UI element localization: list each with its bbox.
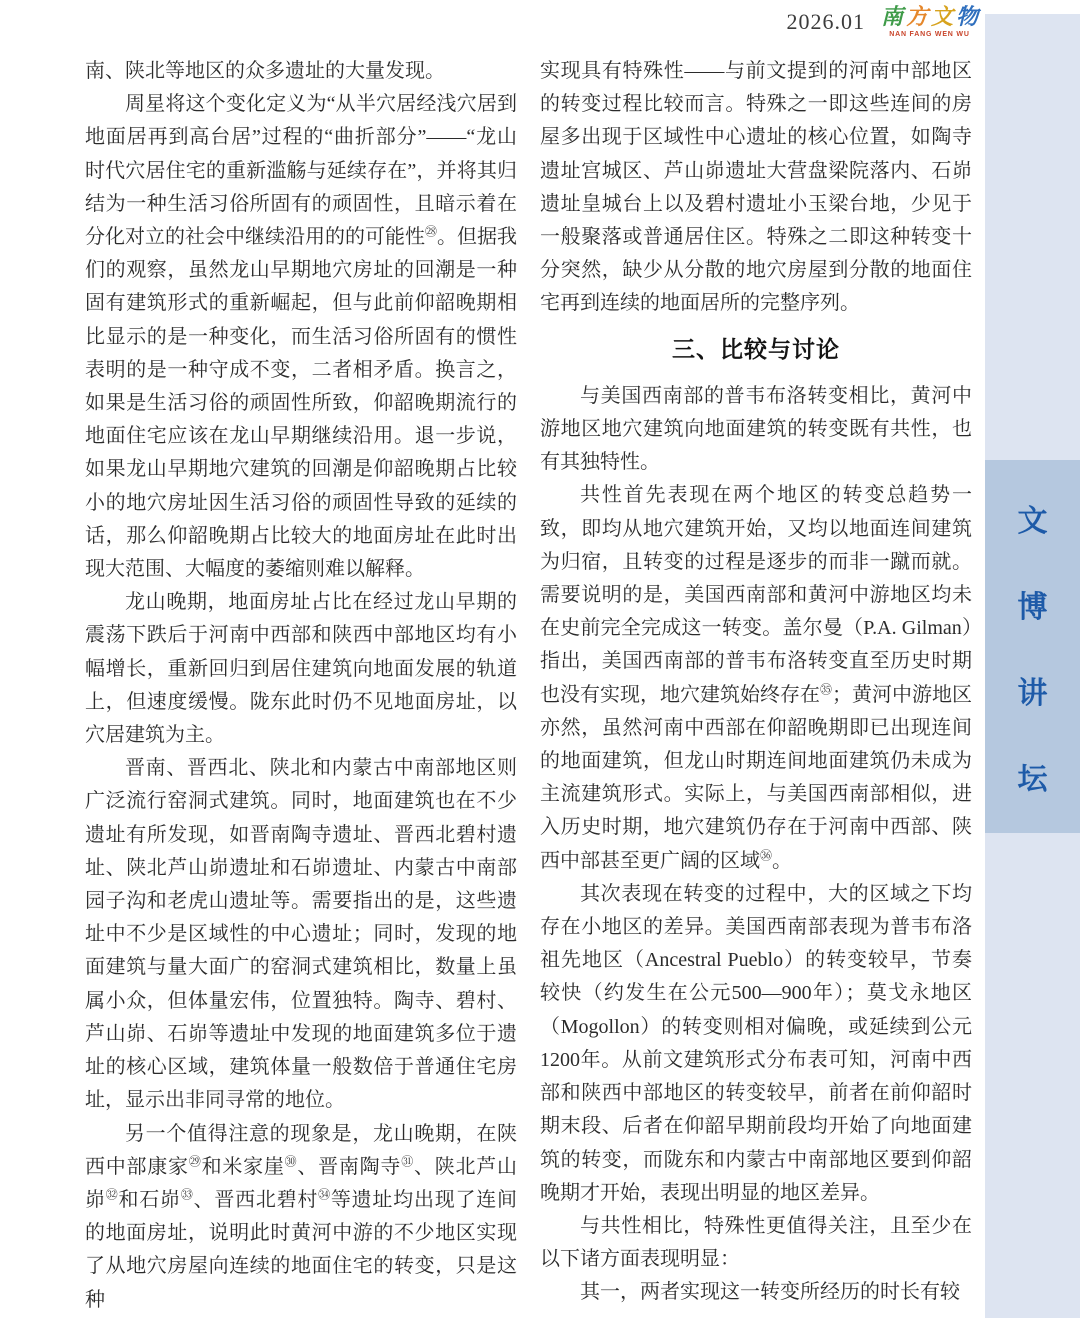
paragraph: 周星将这个变化定义为“从半穴居经浅穴居到地面居再到高台居”过程的“曲折部分”——“龙山时代穴居住宅的重新滥觞与延续存在”，并将其归结为一种生活习俗所固有的顽固性，且暗示着在分化对立的社会中继续沿用的的可能性$^㉘$。但据我们的观察，虽然龙山早期地穴房址的回潮是一种固有建筑形式的重新崛起，但与此前仰韶晚期相比显示的是一种变化，而生活习俗所固有的惯性表明的是一种守成不变，二者相矛盾。换言之，如果是生活习俗的顽固性所致，仰韶晚期流行的地面住宅应该在龙山早期继续沿用。退一步说，如果龙山早期地穴建筑的回潮是仰韶晚期占比较小的地穴房址因生活习俗的顽固性导致的延续的话，那么仰韶晚期占比较大的地面房址在此时出现大范围、大幅度的萎缩则难以解释。: [85, 93, 518, 581]
reference-superscript: ㉘: [425, 224, 438, 239]
logo-character: 南: [880, 4, 903, 29]
journal-logo: [881, 6, 978, 38]
paragraph: 龙山晚期，地面房址占比在经过龙山早期的震荡下跌后于河南中西部和陕西中部地区均有小幅增长，重新回归到居住建筑向地面发展的轨道上，但速度缓慢。陇东此时仍不见地面房址，以穴居建筑为主。: [85, 591, 517, 747]
paragraph: 共性首先表现在两个地区的转变总趋势一致，即均从地穴建筑开始，又均以地面连间建筑为归宿，且转变的过程是逐步的而非一蹴而就。需要说明的是，美国西南部和黄河中游地区均未在史前完全完成这一转变。盖尔曼（P.A. Gilman）指出，美国西南部的普韦布洛转变直至历史时期也没有实现，地穴建筑始终存在$^㉟$；黄河中游地区亦然，虽然河南中西部在仰韶晚期即已出现连间的地面建筑，但龙山时期连间地面建筑仍未成为主流建筑形式。实际上，与美国西南部相似，进入历史时期，地穴建筑仍存在于河南中西部、陕西中部甚至更广阔的区域$^㊱$。: [540, 484, 973, 872]
left-text-column: [85, 55, 517, 1317]
sidebar-label-char: 坛: [1017, 762, 1048, 796]
paragraph: 其一，两者实现这一转变所经历的时长有较: [580, 1281, 960, 1304]
issue-date: 2026.01: [786, 9, 865, 34]
paragraph: 另一个值得注意的现象是，龙山晚期，在陕西中部康家$^㉙$和米家崖$^㉚$、晋南陶寺$^㉛$、陕北芦山峁$^㉜$和石峁$^㉝$、晋西北碧村$^㉞$等遗址均出现了连间的地面房址，说明此时黄河中游的不少地区实现了从地穴房屋向连续的地面住宅的转变，只是这种: [85, 1122, 518, 1311]
logo-character: 文: [930, 4, 953, 29]
paragraph: 与共性相比，特殊性更值得关注，且至少在以下诸方面表现明显：: [540, 1214, 972, 1271]
section-heading: 三、比较与讨论: [672, 335, 840, 362]
paragraph: 晋南、晋西北、陕北和内蒙古中南部地区则广泛流行窑洞式建筑。同时，地面建筑也在不少遗址有所发现，如晋南陶寺遗址、晋西北碧村遗址、陕北芦山峁遗址和石峁遗址、内蒙古中南部园子沟和老虎山遗址等。需要指出的是，这些遗址中不少是区域性的中心遗址；同时，发现的地面建筑与量大面广的窑洞式建筑相比，数量上虽属小众，但体量宏伟，位置独特。陶寺、碧村、芦山峁、石峁等遗址中发现的地面建筑多位于遗址的核心区域，建筑体量一般数倍于普通住宅房址，显示出非同寻常的地位。: [85, 757, 517, 1112]
paragraph: 实现具有特殊性——与前文提到的河南中部地区的转变过程比较而言。特殊之一即这些连间的房屋多出现于区域性中心遗址的核心位置，如陶寺遗址宫城区、芦山峁遗址大营盘梁院落内、石峁遗址皇城台上以及碧村遗址小玉梁台地，少见于一般聚落或普通居住区。特殊之二即这种转变十分突然，缺少从分散的地穴房屋到分散的地面住宅再到连续的地面居所的完整序列。: [540, 60, 972, 315]
logo-character: 物: [955, 4, 978, 29]
logo-character: 方: [905, 4, 928, 29]
reference-superscript: ㉝: [180, 1187, 194, 1202]
right-column-intro: [540, 55, 972, 321]
journal-logo-subtitle: NAN FANG WEN WU: [889, 31, 970, 38]
reference-superscript: ㉞: [318, 1187, 331, 1202]
page-header: [0, 6, 978, 38]
sidebar-label-char: 文: [1017, 504, 1048, 538]
sidebar-column-label: [985, 460, 1080, 833]
sidebar-strip: [985, 14, 1080, 1318]
reference-superscript: ㉟: [820, 682, 833, 696]
paragraph: 南、陕北等地区的众多遗址的大量发现。: [85, 60, 445, 82]
reference-superscript: ㉛: [401, 1154, 414, 1169]
journal-logo-characters: [881, 6, 978, 28]
sidebar-label-char: 讲: [1017, 676, 1048, 710]
sidebar-label-char: 博: [1017, 590, 1048, 624]
reference-superscript: ㊱: [760, 848, 773, 863]
paragraph: 其次表现在转变的过程中，大的区域之下均存在小地区的差异。美国西南部表现为普韦布洛祖先地区（Ancestral Pueblo）的转变较早，节奏较快（约发生在公元500—900年）；莫戈永地区（Mogollon）的转变则相对偏晚，或延续到公元1200年。从前文建筑形式分布表可知，河南中西部和陕西中部地区的转变较早，前者在前仰韶时期末段、后者在仰韶早期前段均开始了向地面建筑的转变，而陇东和内蒙古中南部地区要到仰韶晚期才开始，表现出明显的地区差异。: [540, 882, 972, 1204]
reference-superscript: ㉚: [284, 1154, 298, 1169]
reference-superscript: ㉙: [188, 1154, 202, 1169]
right-column-body: [540, 380, 972, 1310]
right-text-column: [540, 55, 972, 1310]
reference-superscript: ㉜: [105, 1187, 119, 1202]
paragraph: 与美国西南部的普韦布洛转变相比，黄河中游地区地穴建筑向地面建筑的转变既有共性，也有其独特性。: [540, 384, 972, 474]
